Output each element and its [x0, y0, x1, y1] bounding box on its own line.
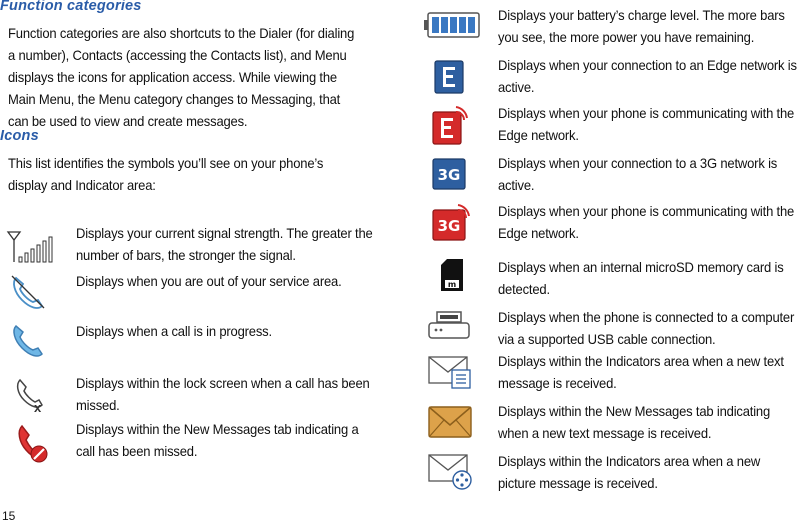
missed-call-icon — [12, 376, 50, 419]
list-item-text: Displays your current signal strength. The greater the number of bars, the stronger the signal. — [76, 225, 373, 263]
usb-connected-icon — [428, 310, 470, 345]
list-item-text: Displays within the Indicators area when a new text message is received. — [498, 353, 784, 391]
battery-icon — [424, 12, 480, 43]
list-item-text: Displays when your connection to an Edge network is active. — [498, 57, 797, 95]
call-in-progress-icon — [8, 320, 48, 365]
list-item-text: Displays within the New Messages tab indicating a call has been missed. — [76, 421, 359, 459]
list-item-text: Displays when your connection to a 3G network is active. — [498, 155, 778, 193]
new-message-tab-icon — [428, 406, 472, 443]
list-item-text: Displays your battery’s charge level. The more bars you see, the more power you have remaining. — [498, 7, 785, 45]
function-categories-paragraph: Function categories are also shortcuts to the Dialer (for dialing a number), Contacts (accessing the Contacts list), and Menu displays the icons for application access. While viewing the Main Menu, the Menu category changes to Messaging, that can be used to view and create messages. — [8, 25, 355, 129]
no-service-icon — [8, 272, 48, 317]
list-item-text: Displays within the New Messages tab indicating when a new text message is received. — [498, 403, 771, 441]
signal-strength-icon — [6, 230, 54, 269]
3g-communicating-icon — [432, 204, 470, 247]
icons-intro-paragraph: This list identifies the symbols you’ll see on your phone’s display and Indicator area: — [8, 155, 324, 193]
svg-text:3G: 3G — [437, 217, 461, 235]
edge-communicating-icon — [432, 106, 468, 151]
new-picture-message-icon — [428, 454, 474, 495]
section-heading-icons: Icons — [0, 128, 39, 144]
missed-call-messages-icon — [12, 422, 52, 471]
3g-network-icon — [432, 158, 466, 195]
edge-network-icon — [434, 60, 464, 99]
microsd-icon — [440, 258, 464, 297]
list-item-text: Displays when the phone is connected to a computer via a supported USB cable connection. — [498, 309, 795, 347]
list-item-text: Displays when your phone is communicating with the Edge network. — [498, 105, 795, 143]
svg-text:x: x — [34, 400, 42, 414]
new-text-message-icon — [428, 356, 472, 395]
svg-text:3G: 3G — [437, 166, 461, 184]
page-number: 15 — [2, 509, 16, 523]
list-item-text: Displays within the lock screen when a call has been missed. — [76, 375, 370, 413]
list-item-text: Displays when you are out of your service area. — [76, 273, 342, 289]
list-item-text: Displays when an internal microSD memory card is detected. — [498, 259, 784, 297]
list-item-text: Displays within the Indicators area when a new picture message is received. — [498, 453, 761, 491]
list-item-text: Displays when your phone is communicating with the Edge network. — [498, 203, 795, 241]
svg-text:m: m — [447, 280, 457, 289]
list-item-text: Displays when a call is in progress. — [76, 323, 272, 339]
section-heading-function-categories: Function categories — [0, 0, 142, 14]
